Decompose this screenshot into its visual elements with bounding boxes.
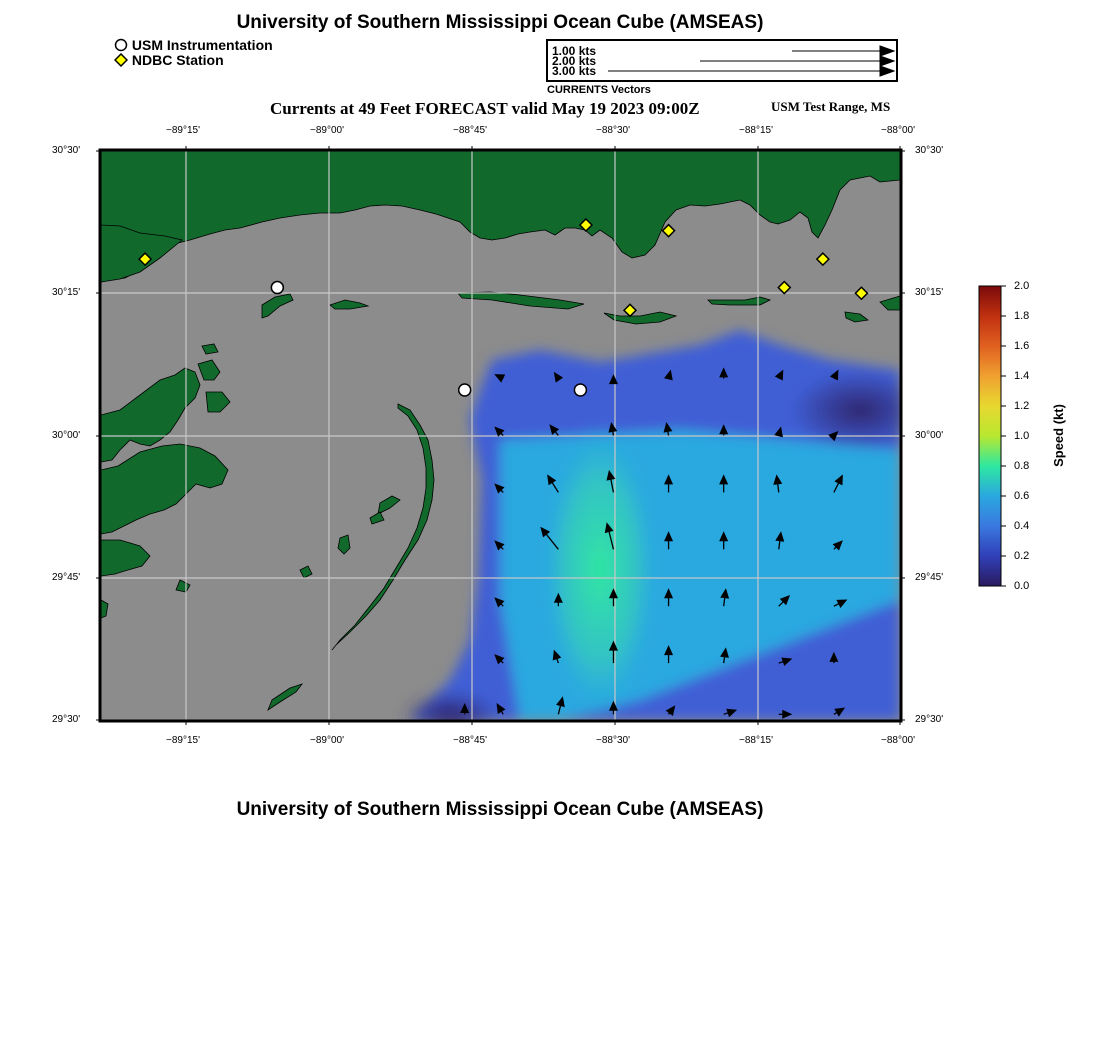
forecast-subtitle: Currents at 49 Feet FORECAST valid May 19 2023 09:00Z (270, 99, 700, 118)
lat-left-3: 30°00' (52, 430, 81, 441)
cbar-tick-06: 0.6 (1014, 490, 1030, 502)
lon-bottom-1: −89°15' (166, 735, 200, 746)
cbar-tick-00: 0.0 (1014, 580, 1030, 592)
lat-right-1: 30°30' (915, 145, 944, 156)
lat-left-5: 29°30' (52, 714, 81, 725)
lat-right-3: 30°00' (915, 430, 944, 441)
cbar-tick-02: 0.2 (1014, 550, 1030, 562)
cbar-tick-04: 0.4 (1014, 520, 1030, 532)
cbar-tick-10: 1.0 (1014, 430, 1030, 442)
cbar-tick-08: 0.8 (1014, 460, 1030, 472)
speed-colorbar (975, 280, 1015, 590)
lat-right-4: 29°45' (915, 572, 944, 583)
colorbar-title: Speed (kt) (1050, 404, 1066, 467)
lat-left-1: 30°30' (52, 145, 81, 156)
cbar-tick-18: 1.8 (1014, 310, 1030, 322)
lon-bottom-2: −89°00' (310, 735, 344, 746)
lon-top-6: −88°00' (881, 125, 915, 136)
cbar-tick-16: 1.6 (1014, 340, 1030, 352)
lat-right-2: 30°15' (915, 287, 944, 298)
lon-top-2: −89°00' (310, 125, 344, 136)
cbar-tick-14: 1.4 (1014, 370, 1030, 382)
usm-station-marker (574, 384, 586, 396)
cbar-tick-12: 1.2 (1014, 400, 1030, 412)
usm-station-marker (271, 282, 283, 294)
page-title-bottom: University of Southern Mississippi Ocean Cube (AMSEAS) (236, 799, 764, 820)
lon-top-1: −89°15' (166, 125, 200, 136)
lon-bottom-4: −88°30' (596, 735, 630, 746)
lon-bottom-6: −88°00' (881, 735, 915, 746)
legend-usm-label: USM Instrumentation (131, 37, 273, 53)
legend-ndbc-label: NDBC Station (131, 52, 224, 68)
vector-legend-row-3: 3.00 kts (552, 64, 597, 78)
region-label: USM Test Range, MS (771, 99, 891, 114)
page-title: University of Southern Mississippi Ocean Cube (AMSEAS) (236, 12, 764, 33)
map-frame (101, 151, 930, 740)
lon-top-3: −88°45' (453, 125, 487, 136)
lon-bottom-3: −88°45' (453, 735, 487, 746)
vector-legend-row-1: 1.00 kts (552, 44, 597, 58)
cbar-tick-20: 2.0 (1014, 280, 1030, 292)
vector-legend-caption: CURRENTS Vectors (547, 84, 651, 96)
lon-top-4: −88°30' (596, 125, 630, 136)
lat-left-2: 30°15' (52, 287, 81, 298)
lat-left-4: 29°45' (52, 572, 81, 583)
vector-legend-row-2: 2.00 kts (552, 54, 597, 68)
usm-station-marker (459, 384, 471, 396)
lon-bottom-5: −88°15' (739, 735, 773, 746)
lon-top-5: −88°15' (739, 125, 773, 136)
lat-right-5: 29°30' (915, 714, 944, 725)
